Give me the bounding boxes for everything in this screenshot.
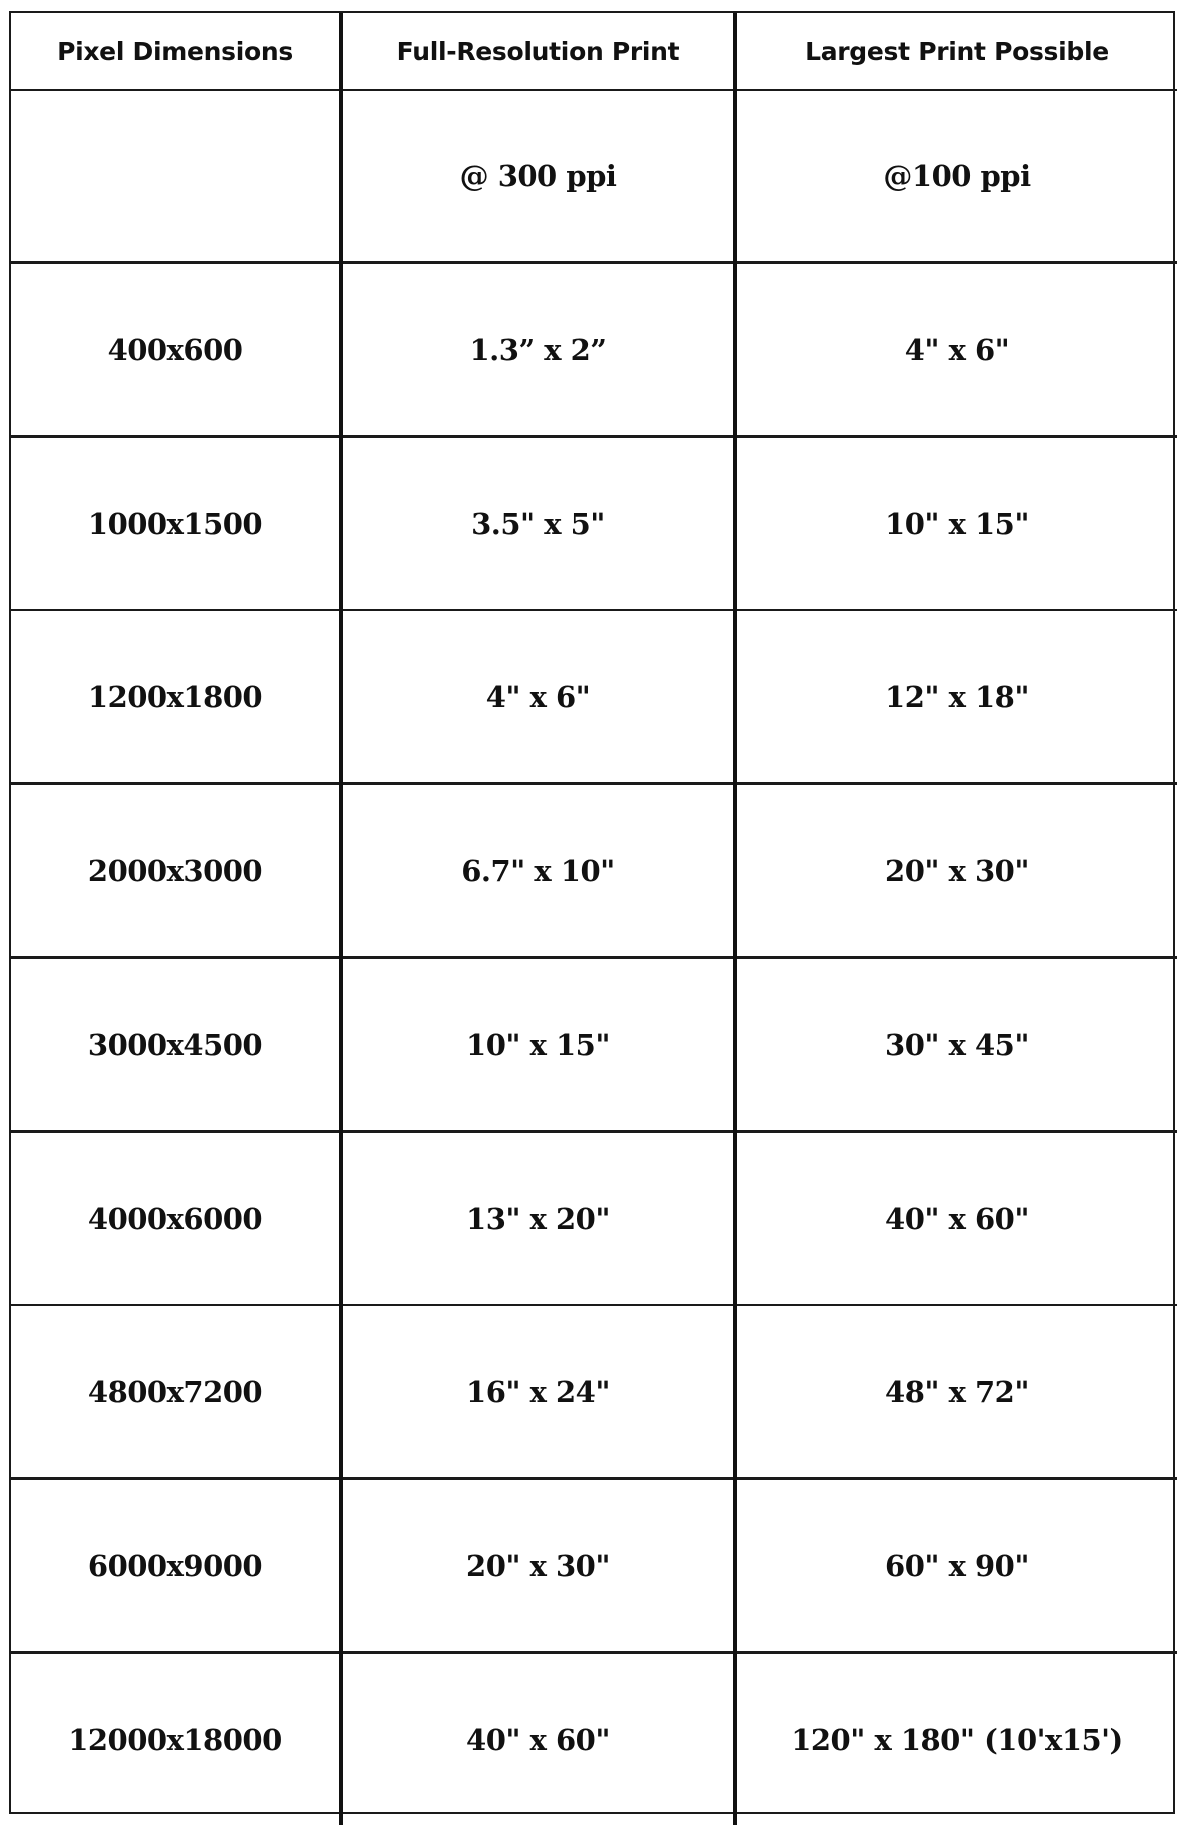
subheader-row xyxy=(11,90,1177,263)
pixel-dimensions-cell: 4800x7200 xyxy=(11,1305,341,1479)
full-res-print-cell: 13" x 20" xyxy=(341,1132,735,1306)
pixel-dimensions-cell: 6000x9000 xyxy=(11,1479,341,1653)
full-res-print-cell: 10" x 15" xyxy=(341,958,735,1132)
largest-print-cell: 12" x 18" xyxy=(735,610,1177,784)
header-pixel-dimensions: Pixel Dimensions xyxy=(11,13,341,90)
pixel-dimensions-cell: 2000x3000 xyxy=(11,784,341,958)
pixel-dimensions-cell: 12000x18000 xyxy=(11,1653,341,1825)
full-res-print-cell: 20" x 30" xyxy=(341,1479,735,1653)
table-row xyxy=(11,1479,1177,1653)
table-row xyxy=(11,1132,1177,1306)
full-res-print-cell: 3.5" x 5" xyxy=(341,437,735,611)
full-res-print-cell: 6.7" x 10" xyxy=(341,784,735,958)
full-res-print-cell: 16" x 24" xyxy=(341,1305,735,1479)
header-largest-print-possible: Largest Print Possible xyxy=(735,13,1177,90)
subheader-300-ppi: @ 300 ppi xyxy=(341,90,735,263)
header-full-resolution-print: Full-Resolution Print xyxy=(341,13,735,90)
table-row xyxy=(11,1305,1177,1479)
table-row xyxy=(11,263,1177,437)
largest-print-cell: 40" x 60" xyxy=(735,1132,1177,1306)
table-row xyxy=(11,437,1177,611)
largest-print-cell: 120" x 180" (10'x15') xyxy=(735,1653,1177,1825)
largest-print-cell: 30" x 45" xyxy=(735,958,1177,1132)
table-row xyxy=(11,784,1177,958)
header-row xyxy=(11,13,1177,90)
subheader-100-ppi: @100 ppi xyxy=(735,90,1177,263)
pixel-dimensions-cell: 400x600 xyxy=(11,263,341,437)
pixel-dimensions-cell: 1000x1500 xyxy=(11,437,341,611)
pixel-dimensions-cell: 3000x4500 xyxy=(11,958,341,1132)
full-res-print-cell: 40" x 60" xyxy=(341,1653,735,1825)
largest-print-cell: 60" x 90" xyxy=(735,1479,1177,1653)
largest-print-cell: 20" x 30" xyxy=(735,784,1177,958)
print-size-grid xyxy=(11,13,1177,1825)
largest-print-cell: 10" x 15" xyxy=(735,437,1177,611)
pixel-dimensions-cell: 4000x6000 xyxy=(11,1132,341,1306)
table-row xyxy=(11,610,1177,784)
largest-print-cell: 48" x 72" xyxy=(735,1305,1177,1479)
largest-print-cell: 4" x 6" xyxy=(735,263,1177,437)
subheader-cell-empty xyxy=(11,90,341,263)
table-row xyxy=(11,1653,1177,1825)
full-res-print-cell: 1.3” x 2” xyxy=(341,263,735,437)
full-res-print-cell: 4" x 6" xyxy=(341,610,735,784)
table-row xyxy=(11,958,1177,1132)
pixel-dimensions-cell: 1200x1800 xyxy=(11,610,341,784)
print-size-table xyxy=(9,11,1175,1814)
